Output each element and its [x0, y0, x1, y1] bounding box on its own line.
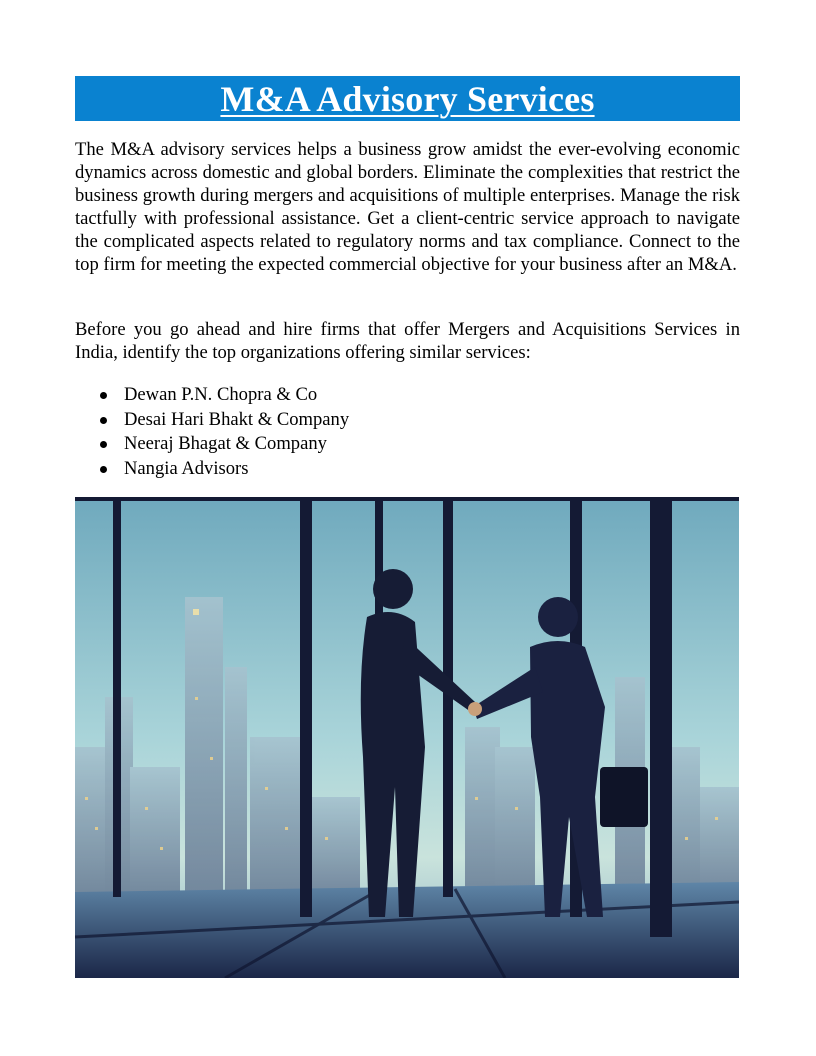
intro-paragraph: The M&A advisory services helps a business grow amidst the ever-evolving economic dynamics across domestic and global borders. Eliminate the complexities that restrict the business growth during mergers and acquisitions of multiple enterprises. Manage the risk tactfully with professional assistance. Get a client-centric service approach to navigate the complicated aspects related to regulatory norms and tax compliance. Connect to the top firm for meeting the expected commercial objective for your business after an M&A.	[75, 139, 740, 275]
list-item: Neeraj Bhagat & Company	[98, 432, 349, 457]
handshake-illustration	[75, 497, 739, 978]
list-item: Desai Hari Bhakt & Company	[98, 408, 349, 433]
title-banner	[75, 76, 740, 121]
handshake-photo	[75, 497, 739, 978]
handshake	[468, 702, 482, 716]
list-item: Nangia Advisors	[98, 457, 349, 482]
page-title: M&A Advisory Services	[220, 78, 595, 119]
firms-list	[98, 383, 349, 481]
list-item: Dewan P.N. Chopra & Co	[98, 383, 349, 408]
firms-intro-paragraph: Before you go ahead and hire firms that offer Mergers and Acquisitions Services in India, identify the top organizations offering similar services:	[75, 319, 740, 363]
